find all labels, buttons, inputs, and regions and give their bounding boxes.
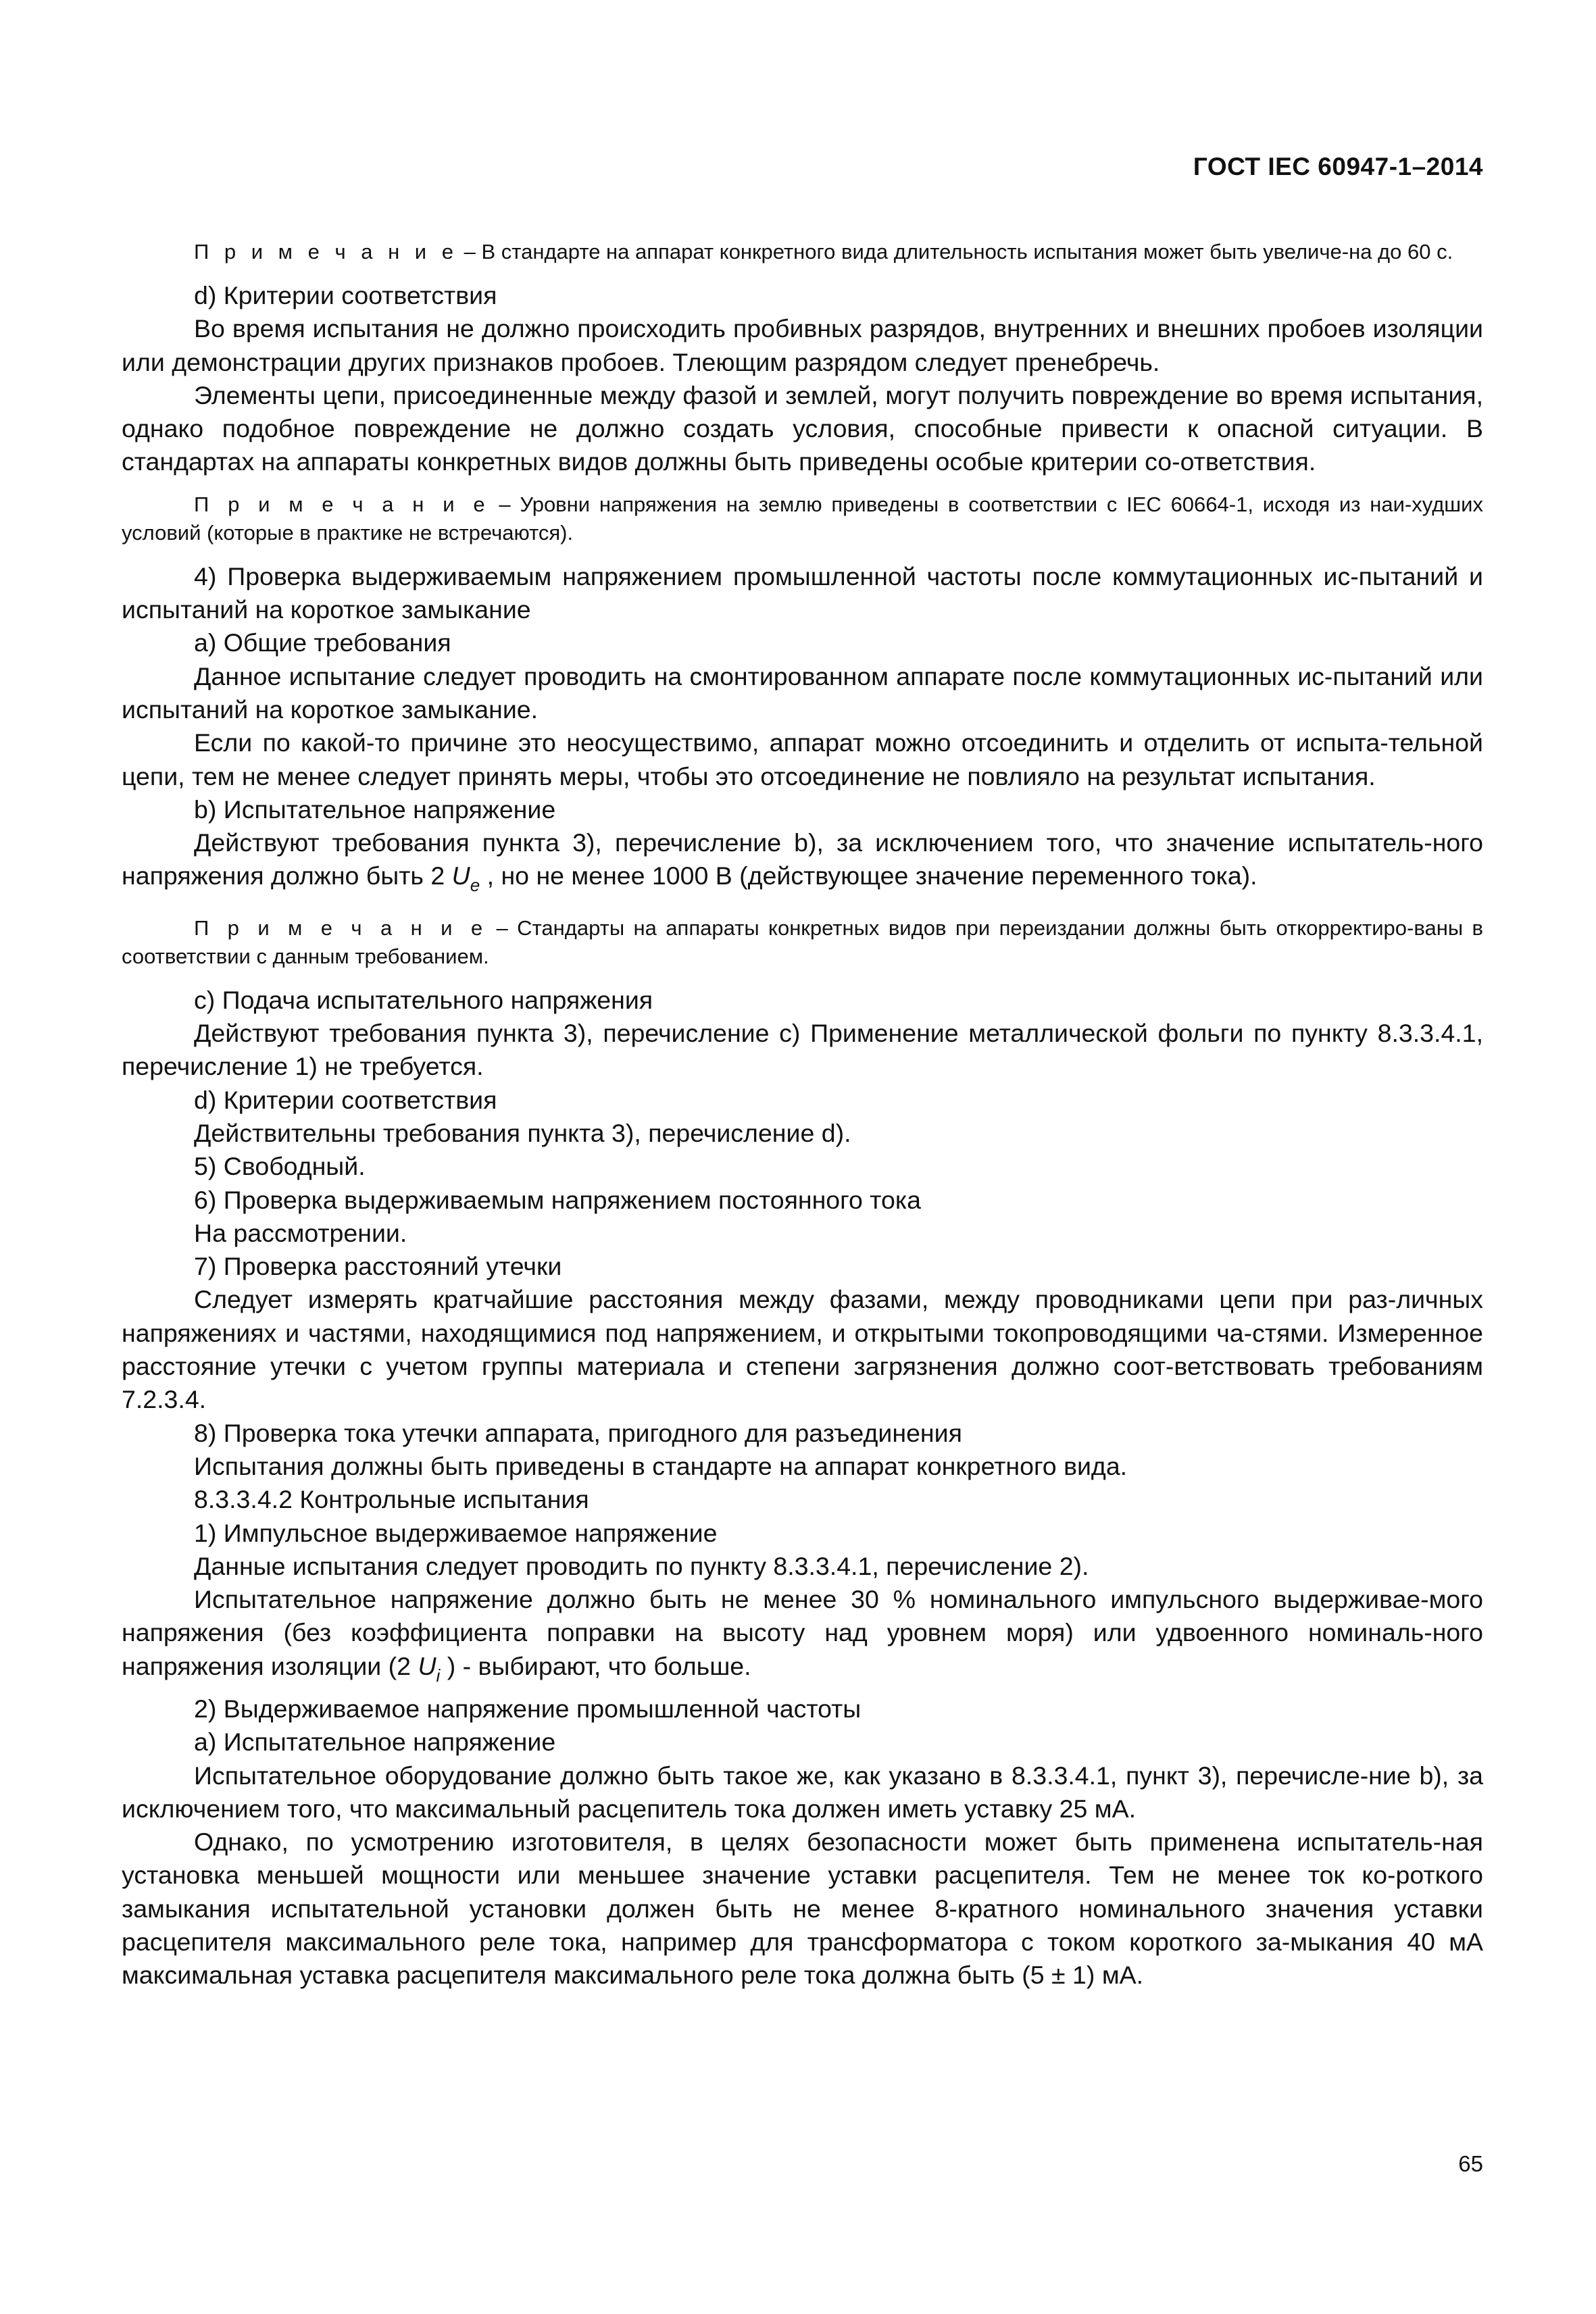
text-run: ) - выбирают, что больше. bbox=[447, 1651, 751, 1680]
body-paragraph bbox=[122, 826, 1483, 903]
body-paragraph: b) Испытательное напряжение bbox=[194, 795, 556, 824]
body-paragraph: 7) Проверка расстояний утечки bbox=[194, 1252, 562, 1281]
note-label: П р и м е ч а н и е bbox=[194, 915, 488, 940]
symbol-u: U bbox=[451, 861, 470, 890]
note-label: П р и м е ч а н и е bbox=[194, 492, 490, 516]
body-paragraph: a) Испытательное напряжение bbox=[194, 1728, 556, 1757]
body-paragraph: Если по какой-то причине это неосуществимо, аппарат можно отсоединить и отделить от испыта-тельной цепи, тем не менее следует принять меры, чтобы это отсоединение не повлияло на результат испытания. bbox=[122, 728, 1483, 790]
text-run: Испытательное напряжение должно быть не менее 30 % номинального импульсного выдерживае-мого напряжения (без коэффициента поправки на высоту над уровнем моря) или удвоенного номиналь-ного напряжения изоляции (2 bbox=[122, 1585, 1483, 1680]
text-run: Действуют требования пункта 3), перечисление b), за исключением того, что значение испытатель-ного напряжения должно быть 2 bbox=[122, 828, 1483, 890]
body-paragraph: 1) Импульсное выдерживаемое напряжение bbox=[194, 1518, 718, 1547]
note-text: – Стандарты на аппараты конкретных видов при переиздании должны быть откорректиро-ваны в соответствии с данным требованием. bbox=[122, 915, 1483, 968]
body-paragraph: c) Подача испытательного напряжения bbox=[194, 985, 653, 1014]
text-run: , но не менее 1000 В (действующее значение переменного тока). bbox=[487, 861, 1257, 890]
note-text: – В стандарте на аппарат конкретного вида длительность испытания может быть увеличе-на до 60 с. bbox=[464, 240, 1453, 263]
body-paragraph: 2) Выдерживаемое напряжение промышленной частоты bbox=[194, 1694, 862, 1723]
document-body bbox=[122, 238, 1483, 1992]
body-paragraph: 8.3.3.4.2 Контрольные испытания bbox=[194, 1485, 589, 1514]
note-text: – Уровни напряжения на землю приведены в соответствии с IEC 60664-1, исходя из наи-худших условий (которые в практике не встречаются). bbox=[122, 492, 1483, 545]
body-paragraph bbox=[122, 1583, 1483, 1692]
body-paragraph: d) Критерии соответствия bbox=[194, 281, 497, 309]
document-page bbox=[122, 0, 1483, 2314]
body-paragraph: Данное испытание следует проводить на смонтированном аппарате после коммутационных ис-пытаний или испытаний на короткое замыкание. bbox=[122, 661, 1483, 724]
body-paragraph: Испытательное оборудование должно быть такое же, как указано в 8.3.3.4.1, пункт 3), перечисле-ние b), за исключением того, что максимальный расцепитель тока должен иметь уставку 25 мА. bbox=[122, 1761, 1483, 1823]
body-paragraph: a) Общие требования bbox=[194, 628, 451, 657]
note-paragraph bbox=[122, 491, 1483, 547]
body-paragraph: 8) Проверка тока утечки аппарата, пригодного для разъединения bbox=[194, 1418, 962, 1447]
symbol-subscript: i bbox=[436, 1665, 441, 1686]
body-paragraph: Действительны требования пункта 3), перечисление d). bbox=[194, 1118, 851, 1147]
symbol-u: U bbox=[418, 1651, 437, 1680]
body-paragraph: Следует измерять кратчайшие расстояния между фазами, между проводниками цепи при раз-личных напряжениях и частями, находящимися под напряжением, и открытыми токопроводящими ча-стями. Измеренное расстояние утечки с учетом группы материала и степени загрязнения должно соот-ветствовать требованиям 7.2.3.4. bbox=[122, 1285, 1483, 1414]
body-paragraph: Данные испытания следует проводить по пункту 8.3.3.4.1, перечисление 2). bbox=[194, 1551, 1089, 1580]
body-paragraph: Во время испытания не должно происходить пробивных разрядов, внутренних и внешних пробоев изоляции или демонстрации других признаков пробоев. Тлеющим разрядом следует пренебречь. bbox=[122, 314, 1483, 376]
body-paragraph: 4) Проверка выдерживаемым напряжением промышленной частоты после коммутационных ис-пытаний и испытаний на короткое замыкание bbox=[122, 561, 1483, 624]
body-paragraph: d) Критерии соответствия bbox=[194, 1085, 497, 1114]
document-header-title: ГОСТ IEC 60947-1–2014 bbox=[1193, 153, 1483, 180]
body-paragraph: Действуют требования пункта 3), перечисление c) Применение металлической фольги по пункту 8.3.3.4.1, перечисление 1) не требуется. bbox=[122, 1019, 1483, 1081]
note-paragraph bbox=[122, 238, 1483, 266]
body-paragraph: Элементы цепи, присоединенные между фазой и землей, могут получить повреждение во время испытания, однако подобное повреждение не должно создать условия, способные привести к опасной ситуации. В стандартах на аппараты конкретных видов должны быть приведены особые критерии со-ответствия. bbox=[122, 380, 1483, 476]
note-label: П р и м е ч а н и е bbox=[194, 240, 458, 263]
symbol-subscript: e bbox=[470, 875, 480, 896]
body-paragraph: 5) Свободный. bbox=[194, 1152, 366, 1181]
page-number: 65 bbox=[1458, 2151, 1483, 2176]
body-paragraph: На рассмотрении. bbox=[194, 1218, 407, 1247]
body-paragraph: Однако, по усмотрению изготовителя, в целях безопасности может быть применена испытатель-ная установка меньшей мощности или меньшее значение уставки расцепителя. Тем не менее ток ко-роткого замыкания испытательной установки должен быть не менее 8-кратного номинального значения уставки расцепителя максимального реле тока, например для трансформатора с током короткого за-мыкания 40 мА максимальная уставка расцепителя максимального реле тока должна быть (5 ± 1) мА. bbox=[122, 1828, 1483, 1990]
body-paragraph: 6) Проверка выдерживаемым напряжением постоянного тока bbox=[194, 1185, 921, 1214]
note-paragraph bbox=[122, 914, 1483, 971]
body-paragraph: Испытания должны быть приведены в стандарте на аппарат конкретного вида. bbox=[194, 1451, 1128, 1480]
